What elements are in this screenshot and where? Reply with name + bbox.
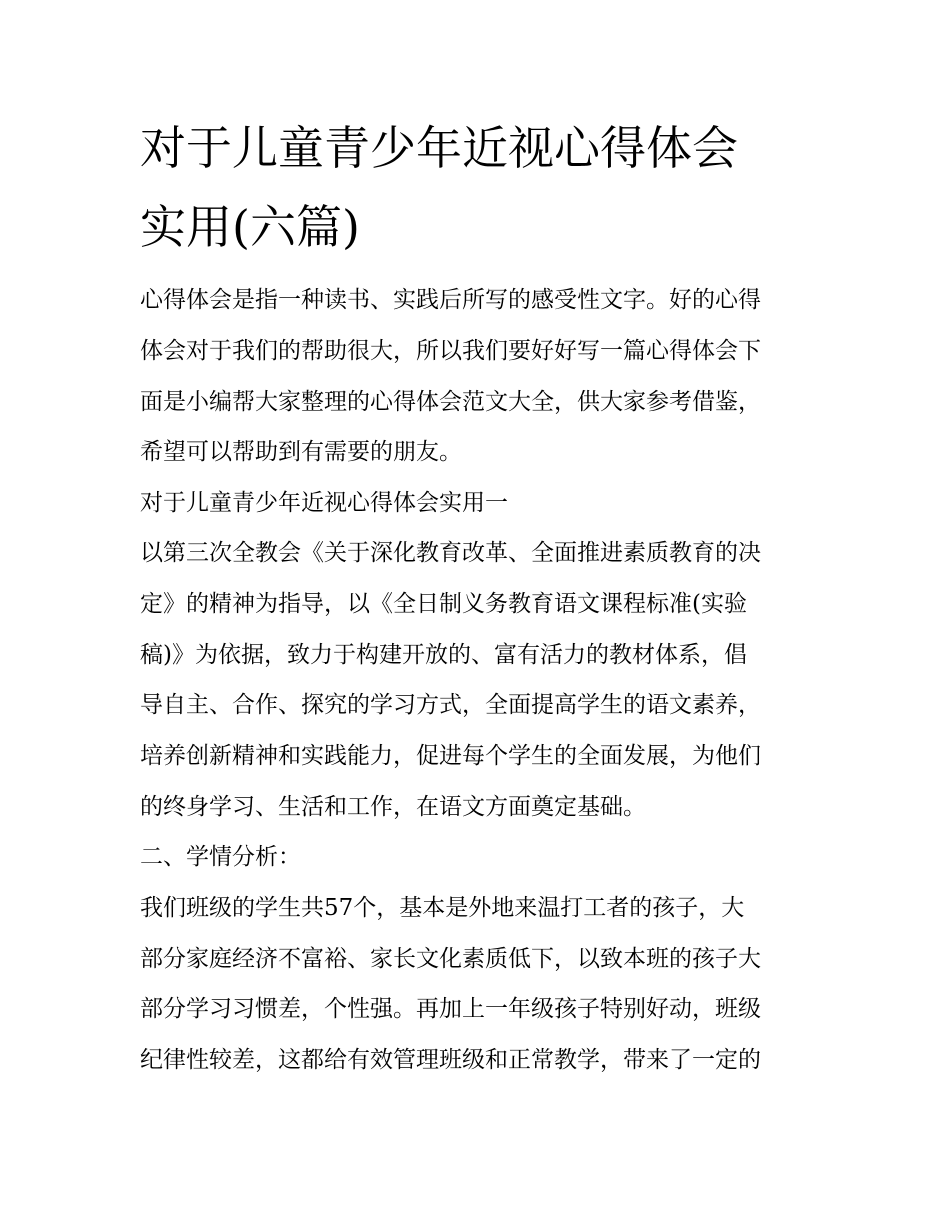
paragraph-line: 心得体会是指一种读书、实践后所写的感受性文字。好的心得 (140, 287, 761, 313)
paragraph-line: 希望可以帮助到有需要的朋友。 (140, 439, 462, 465)
paragraph-line: 部分家庭经济不富裕、家长文化素质低下，以致本班的孩子大 (140, 946, 761, 972)
paragraph-line: 体会对于我们的帮助很大，所以我们要好好写一篇心得体会下 (140, 338, 761, 364)
paragraph-line: 的终身学习、生活和工作，在语文方面奠定基础。 (140, 794, 646, 820)
document-title-line-1: 对于儿童青少年近视心得体会 (140, 121, 738, 175)
paragraph-line: 培养创新精神和实践能力，促进每个学生的全面发展，为他们 (140, 743, 761, 769)
paragraph-line: 我们班级的学生共57个，基本是外地来温打工者的孩子，大 (140, 895, 745, 921)
paragraph-line: 面是小编帮大家整理的心得体会范文大全，供大家参考借鉴， (140, 389, 761, 415)
section-heading: 对于儿童青少年近视心得体会实用一 (140, 490, 508, 516)
paragraph-line: 以第三次全教会《关于深化教育改革、全面推进素质教育的决 (140, 540, 761, 566)
paragraph-line: 部分学习习惯差，个性强。再加上一年级孩子特别好动，班级 (140, 996, 761, 1022)
paragraph-line: 纪律性较差，这都给有效管理班级和正常教学，带来了一定的 (140, 1047, 761, 1073)
paragraph-line: 稿)》为依据，致力于构建开放的、富有活力的教材体系，倡 (140, 642, 747, 668)
section-heading: 二、学情分析： (140, 844, 301, 870)
document-title-line-2: 实用(六篇) (140, 200, 360, 254)
paragraph-line: 导自主、合作、探究的学习方式，全面提高学生的语文素养， (140, 692, 761, 718)
paragraph-line: 定》的精神为指导，以《全日制义务教育语文课程标准(实验 (140, 591, 747, 617)
